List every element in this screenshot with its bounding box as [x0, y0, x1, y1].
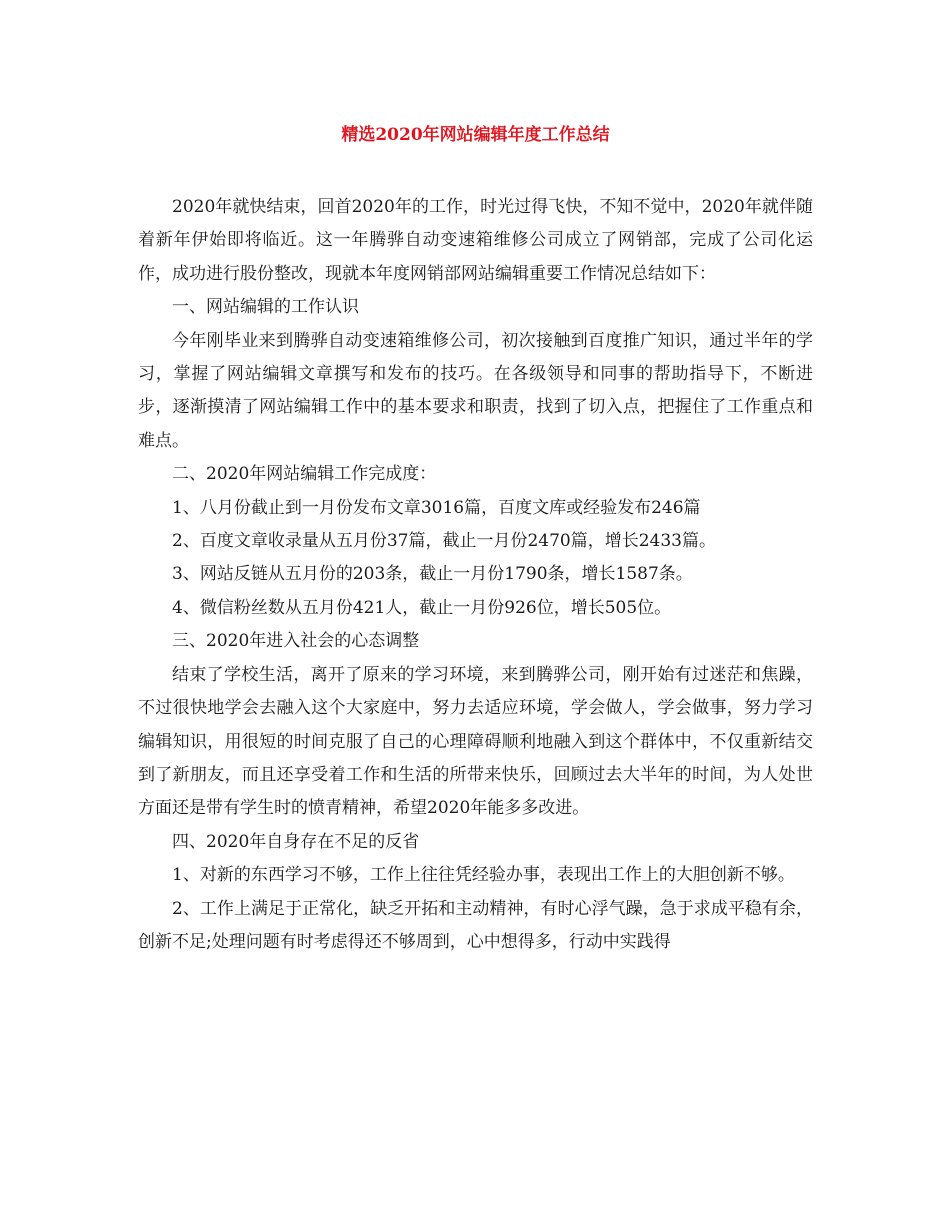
list-item-3: 3、网站反链从五月份的203条，截止一月份1790条，增长1587条。 — [172, 564, 693, 585]
document-body — [138, 191, 813, 959]
paragraph-section-1: 今年刚毕业来到腾骅自动变速箱维修公司，初次接触到百度推广知识，通过半年的学习，掌握了网站编辑文章撰写和发布的技巧。在各级领导和同事的帮助指导下，不断进步，逐渐摸清了网站编辑工作中的基本要求和职责，找到了切入点，把握住了工作重点和难点。 — [138, 330, 813, 451]
section-heading-4: 四、2020年自身存在不足的反省 — [172, 831, 420, 852]
list-item-2: 2、百度文章收录量从五月份37篇，截止一月份2470篇，增长2433篇。 — [172, 531, 716, 552]
list-item-1: 1、八月份截止到一月份发布文章3016篇，百度文库或经验发布246篇 — [172, 497, 701, 518]
list-item-6: 2、工作上满足于正常化，缺乏开拓和主动精神，有时心浮气躁，急于求成平稳有余，创新不足;处理问题有时考虑得还不够周到，心中想得多，行动中实践得 — [138, 898, 813, 952]
section-heading-1: 一、网站编辑的工作认识 — [172, 297, 359, 318]
paragraph-intro: 2020年就快结束，回首2020年的工作，时光过得飞快，不知不觉中，2020年就伴随着新年伊始即将临近。这一年腾骅自动变速箱维修公司成立了网销部，完成了公司化运作，成功进行股份整改，现就本年度网销部网站编辑重要工作情况总结如下： — [138, 197, 813, 284]
list-item-5: 1、对新的东西学习不够，工作上往往凭经验办事，表现出工作上的大胆创新不够。 — [172, 865, 795, 886]
document-title: 精选2020年网站编辑年度工作总结 — [341, 125, 610, 145]
section-heading-2: 二、2020年网站编辑工作完成度： — [172, 464, 437, 485]
section-heading-3: 三、2020年进入社会的心态调整 — [172, 631, 420, 652]
paragraph-section-3: 结束了学校生活，离开了原来的学习环境，来到腾骅公司，刚开始有过迷茫和焦躁，不过很快地学会去融入这个大家庭中，努力去适应环境，学会做人，学会做事，努力学习编辑知识，用很短的时间克服了自己的心理障碍顺利地融入到这个群体中，不仅重新结交到了新朋友，而且还享受着工作和生活的所带来快乐，回顾过去大半年的时间，为人处世方面还是带有学生时的愤青精神，希望2020年能多多改进。 — [138, 664, 813, 819]
list-item-4: 4、微信粉丝数从五月份421人，截止一月份926位，增长505位。 — [172, 597, 672, 618]
